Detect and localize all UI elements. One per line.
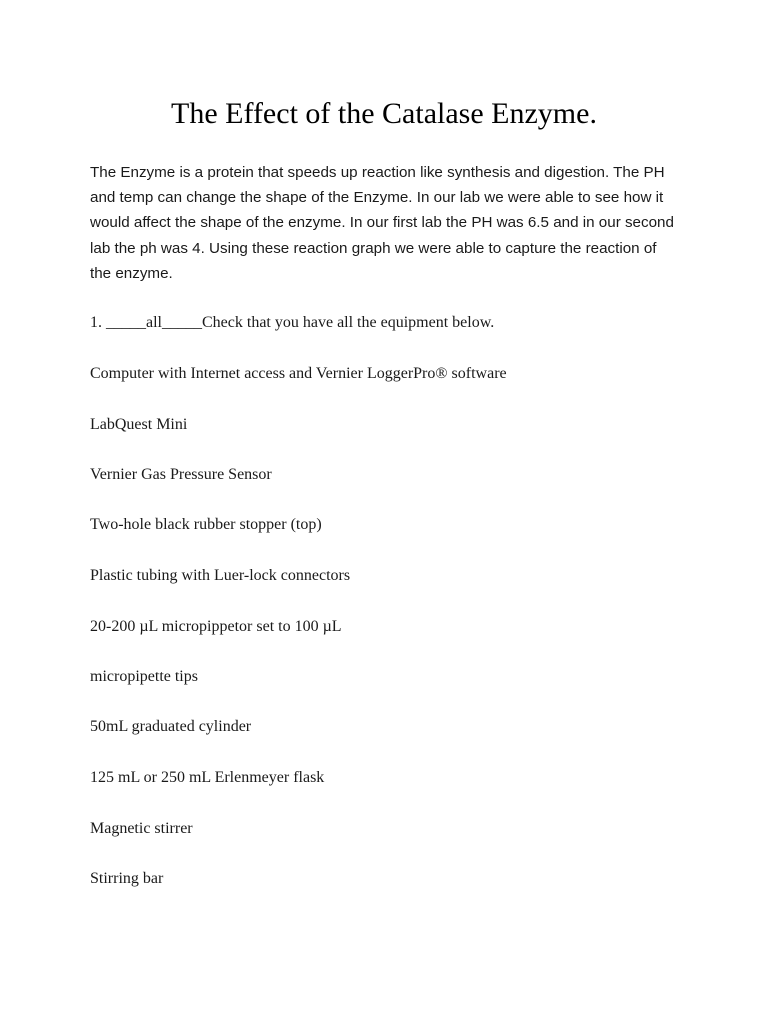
equipment-item-pipette-tips: micropipette tips bbox=[90, 668, 198, 685]
intro-paragraph: The Enzyme is a protein that speeds up reaction like synthesis and digestion. The PH and temp can change the shape of the Enzyme. In our lab we were able to see how it would affect the shape of the enzyme. In our first lab the PH was 6.5 and in our second lab the ph was 4. Using these reaction graph we were able to capture the reaction of the enzyme. bbox=[90, 164, 674, 282]
document-title: The Effect of the Catalase Enzyme. bbox=[171, 97, 597, 130]
equipment-item-tubing: Plastic tubing with Luer-lock connectors bbox=[90, 567, 351, 584]
equipment-item-pressure-sensor: Vernier Gas Pressure Sensor bbox=[90, 466, 272, 483]
equipment-item-magnetic-stirrer: Magnetic stirrer bbox=[90, 820, 193, 837]
equipment-item-stirring-bar: Stirring bar bbox=[90, 870, 164, 887]
equipment-item-computer: Computer with Internet access and Vernier LoggerPro® software bbox=[90, 365, 507, 382]
equipment-item-stopper: Two-hole black rubber stopper (top) bbox=[90, 516, 322, 533]
equipment-item-labquest: LabQuest Mini bbox=[90, 416, 188, 433]
equipment-item-graduated-cylinder: 50mL graduated cylinder bbox=[90, 718, 252, 735]
checklist-item: 1. _____all_____Check that you have all the equipment below. bbox=[90, 314, 495, 331]
equipment-item-flask: 125 mL or 250 mL Erlenmeyer flask bbox=[90, 769, 325, 786]
equipment-item-micropipettor: 20-200 µL micropippetor set to 100 µL bbox=[90, 618, 342, 635]
